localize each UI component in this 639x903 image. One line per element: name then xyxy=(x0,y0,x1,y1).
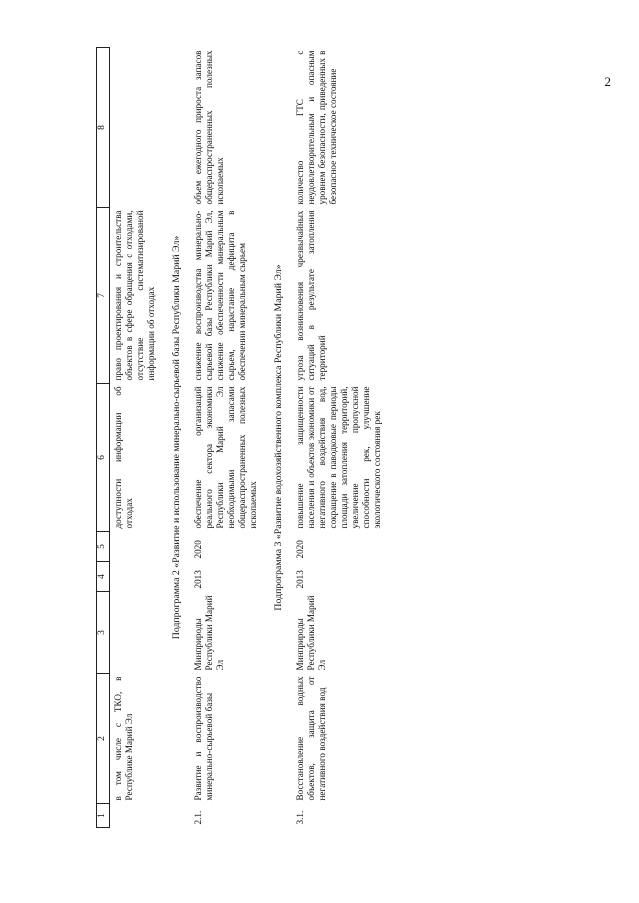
start-year: 2013 xyxy=(193,570,203,589)
row-number: 3.1. xyxy=(295,810,305,825)
indicator xyxy=(110,48,164,208)
start-year xyxy=(110,562,164,592)
measure-name: Развитие и воспроизводство минерально-сырьевой базы xyxy=(193,676,214,801)
header-cell-3: 3 xyxy=(97,592,110,674)
table-row xyxy=(190,48,265,828)
row-number xyxy=(110,804,164,828)
header-cell-7: 7 xyxy=(97,208,110,384)
expected-result: обеспечение организаций реального сектора экономики Республики Марий Эл необходимыми запасами общераспространенных полезных ископаемых xyxy=(193,386,258,529)
consequences: снижение воспроизводства минерально-сырьевой базы Республики Марий Эл, снижение обеспеченности минеральным сырьем, нарастание дефицита в обеспечении минеральным сырьем xyxy=(193,210,247,381)
subprogram-2-title: Подпрограмма 2 «Развитие и использование минерально-сырьевой базы Республики Марий Эл» xyxy=(171,235,182,640)
executor: Минприроды Республики Марий Эл xyxy=(295,595,327,671)
measures-table xyxy=(96,47,389,828)
end-year xyxy=(110,532,164,562)
executor xyxy=(110,592,164,674)
end-year: 2020 xyxy=(295,540,305,559)
section-heading-row xyxy=(265,48,292,828)
indicator: объем ежегодного прироста запасов общераспространенных полезных ископаемых xyxy=(193,50,225,205)
header-cell-5: 5 xyxy=(97,532,110,562)
measure-name: в том числе с ТКО, в Республике Марий Эл xyxy=(113,676,134,801)
start-year: 2013 xyxy=(295,570,305,589)
consequences: угроза возникновения чрезвычайных ситуаций в результате затопления территорий xyxy=(295,210,327,381)
table-row xyxy=(110,48,164,828)
indicator: количество ГТС с неудовлетворительным и опасным уровнем безопасности, приведенных в безопасное техническое состояние xyxy=(295,50,338,205)
page-number: 2 xyxy=(604,74,611,89)
consequences: право проектирования и строительства объектов в сфере обращения с отходами, отсутствие систематизированой информации об отходах xyxy=(113,210,156,381)
end-year: 2020 xyxy=(193,540,203,559)
section-heading-row xyxy=(163,48,190,828)
executor: Минприроды Республики Марий Эл xyxy=(193,595,225,671)
expected-result: доступности информации об отходах xyxy=(113,386,134,529)
header-cell-6: 6 xyxy=(97,384,110,532)
header-cell-1: 1 xyxy=(97,804,110,828)
subprogram-3-title: Подпрограмма 3 «Развитие водохозяйственного комплекса Республики Марий Эл» xyxy=(273,264,284,611)
measure-name: Восстановление водных объектов, защита от негативного воздействия вод xyxy=(295,676,327,801)
rotated-table-page xyxy=(96,48,616,828)
header-cell-8: 8 xyxy=(97,48,110,208)
row-number: 2.1. xyxy=(193,810,203,825)
header-cell-2: 2 xyxy=(97,674,110,804)
column-number-header xyxy=(97,48,110,828)
expected-result: повышение защищенности населения и объектов экономики от негативного воздействия вод, сокращение в паводковые периоды площади затопления территорий, увеличение пропускной способности рек, улучшение экологического состояния рек xyxy=(295,386,382,529)
table-row xyxy=(292,48,389,828)
header-cell-4: 4 xyxy=(97,562,110,592)
